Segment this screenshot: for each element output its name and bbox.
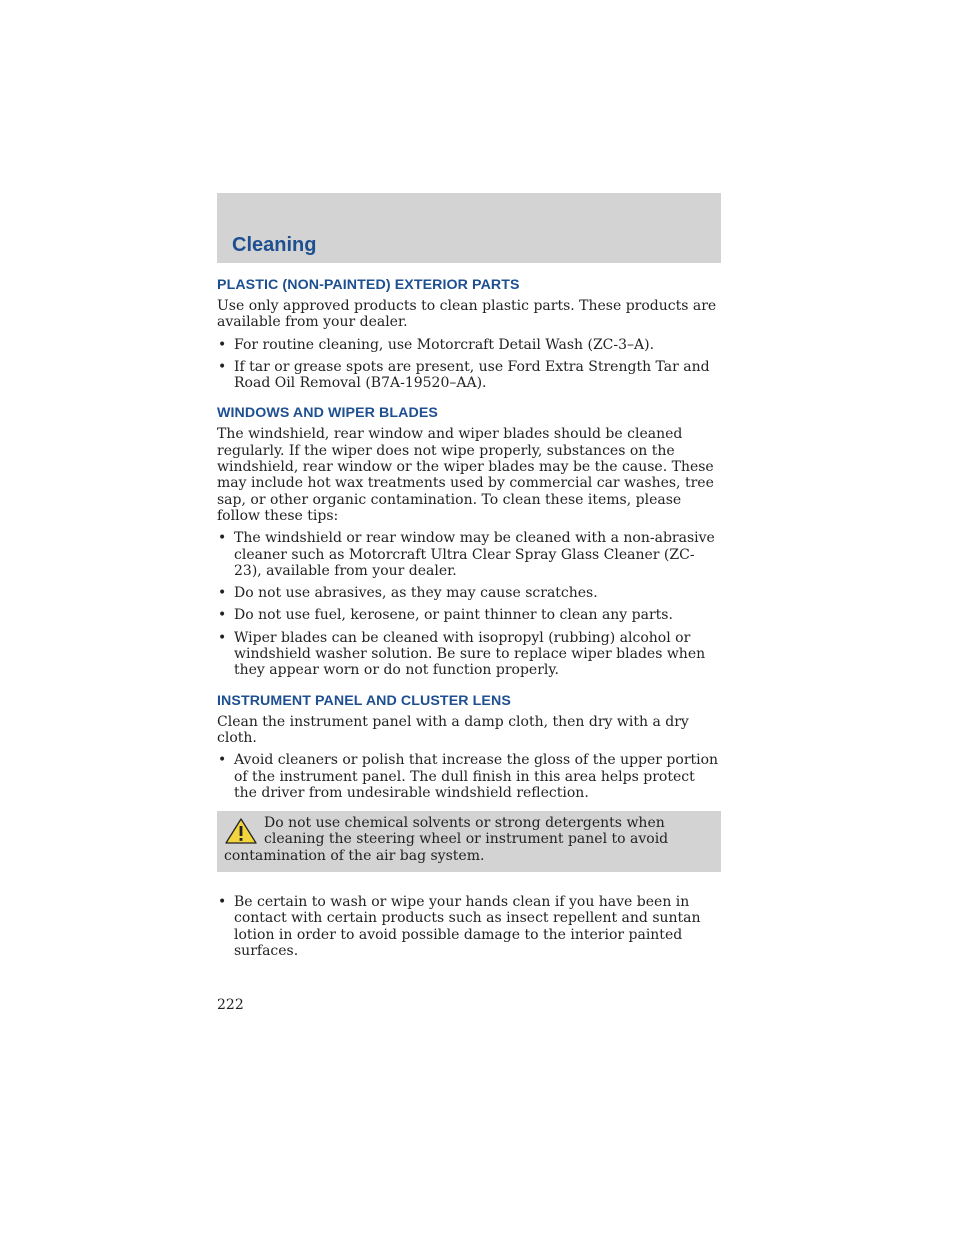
chapter-header-bar	[217, 193, 721, 263]
list-item: • Avoid cleaners or polish that increase the gloss of the upper portion of the instrument panel. The dull finish in this area helps protect the driver from undesirable windshield reflection.	[217, 752, 721, 801]
section-intro-windows-wipers: The windshield, rear window and wiper blades should be cleaned regularly. If the wiper does not wipe properly, substances on the windshield, rear window or the wiper blades may be the cause. These may include hot wax treatments used by commercial car washes, tree sap, or other organic contamination. To clean these items, please follow these tips:	[217, 426, 714, 524]
bullet-list-hands	[217, 894, 721, 959]
section-heading-windows-wipers: WINDOWS AND WIPER BLADES	[217, 405, 438, 422]
section-intro-plastic-parts: Use only approved products to clean plastic parts. These products are available from your dealer.	[217, 298, 717, 331]
list-item: • If tar or grease spots are present, use Ford Extra Strength Tar and Road Oil Removal (B7A-19520–AA).	[217, 359, 721, 392]
list-item: • For routine cleaning, use Motorcraft Detail Wash (ZC-3–A).	[217, 337, 721, 353]
list-item: • Do not use fuel, kerosene, or paint thinner to clean any parts.	[217, 607, 721, 623]
section-heading-instrument-panel: INSTRUMENT PANEL AND CLUSTER LENS	[217, 692, 511, 709]
list-item: • Be certain to wash or wipe your hands clean if you have been in contact with certain products such as insect repellent and suntan lotion in order to avoid possible damage to the interior painted surfaces.	[217, 894, 721, 959]
manual-page	[217, 193, 721, 1013]
bullet-list-instrument-panel	[217, 752, 721, 801]
warning-text: Do not use chemical solvents or strong detergents when cleaning the steering wheel or instrument panel to avoid contamination of the air bag system.	[224, 815, 669, 864]
chapter-title: Cleaning	[232, 234, 317, 256]
list-item: • The windshield or rear window may be cleaned with a non-abrasive cleaner such as Motorcraft Ultra Clear Spray Glass Cleaner (ZC-23), available from your dealer.	[217, 530, 721, 579]
bullet-list-windows-wipers	[217, 530, 721, 678]
list-item: • Wiper blades can be cleaned with isopropyl (rubbing) alcohol or windshield washer solution. Be sure to replace wiper blades when they appear worn or do not function properly.	[217, 630, 721, 679]
list-item: • Do not use abrasives, as they may cause scratches.	[217, 585, 721, 601]
page-number: 222	[217, 997, 244, 1014]
section-heading-plastic-parts: PLASTIC (NON-PAINTED) EXTERIOR PARTS	[217, 277, 520, 293]
bullet-list-plastic-parts	[217, 337, 721, 392]
section-intro-instrument-panel: Clean the instrument panel with a damp cloth, then dry with a dry cloth.	[217, 713, 689, 746]
warning-triangle-icon	[224, 817, 258, 845]
warning-box	[217, 811, 721, 872]
